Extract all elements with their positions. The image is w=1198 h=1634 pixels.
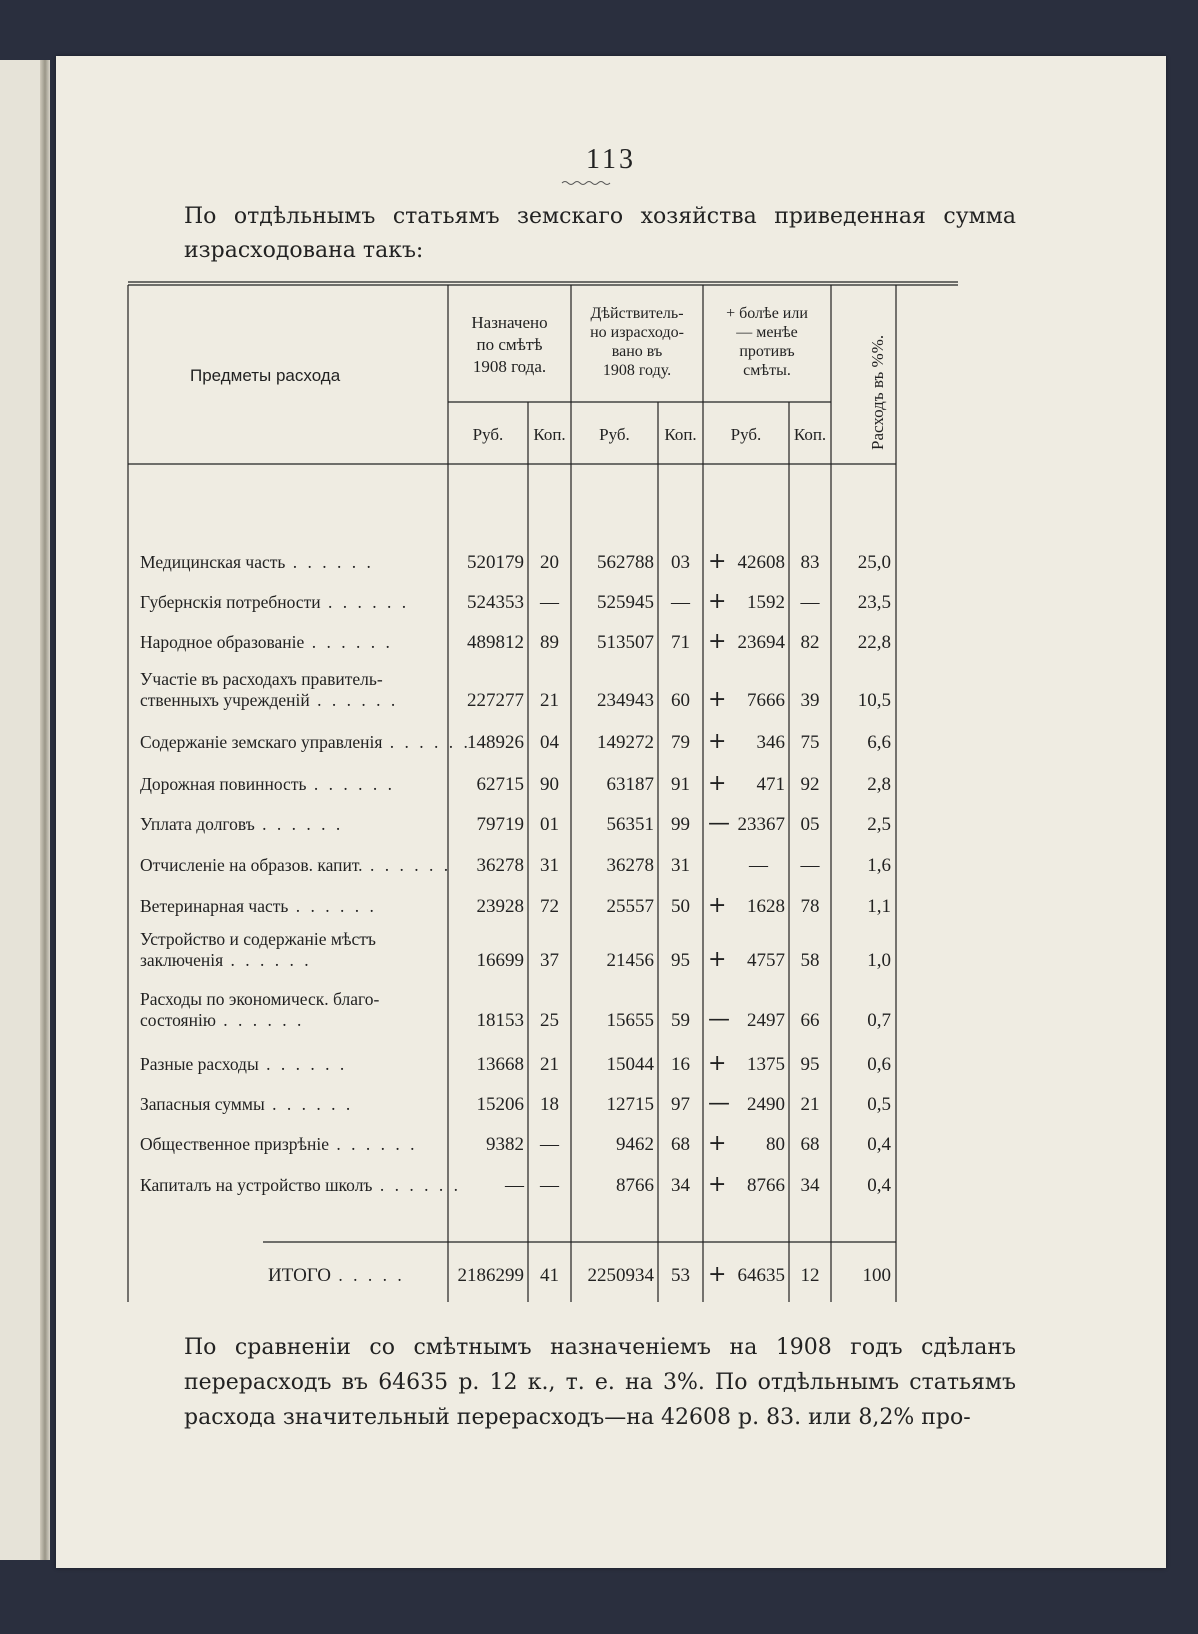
- leader-dots: . . . . . .: [258, 1054, 348, 1074]
- actual-rub: 21456: [606, 950, 654, 971]
- percent-value: 0,5: [867, 1094, 891, 1115]
- assigned-kop: 31: [540, 855, 559, 876]
- row-subject-text: Дорожная повинность: [140, 774, 307, 794]
- diff-rub: 471: [756, 774, 785, 795]
- header-assigned: [448, 312, 571, 378]
- actual-rub: 15044: [606, 1054, 654, 1075]
- assigned-rub: 13668: [476, 1054, 524, 1075]
- leader-dots: . . . . . .: [288, 896, 377, 916]
- minus-sign: —: [708, 1091, 730, 1116]
- assigned-kop: 01: [540, 814, 559, 835]
- row-subject: [140, 774, 450, 795]
- intro-paragraph: По отдѣльнымъ статьямъ земскаго хозяйства приведенная сумма израсходована такъ:: [184, 204, 1016, 263]
- diff-rub: 23694: [737, 632, 785, 653]
- page-number: 113: [586, 144, 636, 175]
- row-subject-text: Уплата долговъ: [140, 814, 255, 834]
- actual-rub: 525945: [597, 592, 654, 613]
- leader-dots: . . . . . .: [362, 855, 452, 875]
- assigned-kop: 20: [540, 552, 559, 573]
- actual-rub: 36278: [606, 855, 654, 876]
- assigned-rub: 18153: [476, 1010, 524, 1031]
- row-subject-text: Общественное призрѣніе: [140, 1134, 330, 1154]
- row-subject: [140, 690, 450, 711]
- row-subject: [140, 1054, 450, 1075]
- actual-kop: 97: [671, 1094, 690, 1115]
- row-subject: [140, 1175, 461, 1196]
- percent-value: 0,7: [867, 1010, 891, 1031]
- row-subject: [140, 1010, 450, 1031]
- book-spine: [40, 60, 50, 1560]
- expense-table: [128, 282, 1018, 1342]
- row-subject-text: заключенія: [140, 950, 224, 970]
- row-subject: [140, 929, 450, 950]
- plus-sign: +: [708, 1051, 727, 1076]
- assigned-rub: 489812: [467, 632, 524, 653]
- plus-sign: +: [708, 771, 727, 796]
- actual-rub: 149272: [597, 732, 654, 753]
- assigned-kop: —: [540, 1134, 559, 1155]
- actual-rub: 9462: [616, 1134, 654, 1155]
- row-subject: [140, 814, 450, 835]
- actual-kop: 95: [671, 950, 690, 971]
- diff-kop: 75: [800, 732, 820, 753]
- header-kop: Коп.: [793, 425, 827, 444]
- assigned-kop: 25: [540, 1010, 559, 1031]
- row-subject-text: состоянію: [140, 1010, 216, 1030]
- assigned-rub: 79719: [476, 814, 524, 835]
- row-subject: [140, 552, 450, 573]
- minus-sign: —: [708, 811, 730, 836]
- assigned-rub: —: [505, 1175, 524, 1196]
- header-diff: [703, 304, 831, 380]
- assigned-kop: —: [540, 1175, 559, 1196]
- leader-dots: . . . . . .: [285, 552, 374, 572]
- percent-value: 1,1: [867, 896, 891, 917]
- diff-kop: 34: [800, 1175, 820, 1196]
- diff-rub: 346: [756, 732, 785, 753]
- header-subject: Предметы расхода: [190, 366, 341, 385]
- diff-kop: 05: [800, 814, 820, 835]
- actual-kop: 68: [671, 1134, 690, 1155]
- plus-sign: +: [708, 1172, 727, 1197]
- leader-dots: . . . . . .: [304, 632, 393, 652]
- row-subject: [140, 896, 450, 917]
- header-assigned-line: по смѣтѣ: [476, 335, 543, 354]
- row-subject-text: Содержаніе земскаго управленія: [140, 732, 383, 752]
- leader-dots: . . . . . .: [309, 690, 399, 710]
- minus-sign: —: [708, 1007, 730, 1032]
- assigned-kop: 90: [540, 774, 559, 795]
- assigned-rub: 524353: [467, 592, 524, 613]
- row-subject-text: Медицинская часть: [140, 552, 286, 572]
- actual-kop: 91: [671, 774, 690, 795]
- plus-sign: +: [708, 893, 727, 918]
- row-subject: [140, 989, 450, 1010]
- total-assigned-kop: 41: [540, 1265, 559, 1286]
- total-label: ИТОГО: [268, 1265, 332, 1286]
- total-percent: 100: [862, 1265, 891, 1286]
- assigned-kop: 37: [540, 950, 559, 971]
- diff-rub: 4757: [747, 950, 785, 971]
- diff-kop: 92: [800, 774, 820, 795]
- header-actual-line: но израсходо-: [590, 324, 684, 341]
- row-subject-text: Участіе въ расходахъ правитель-: [140, 669, 383, 689]
- percent-value: 2,5: [867, 814, 891, 835]
- row-subject: [140, 732, 471, 753]
- ornament-icon: [562, 180, 612, 186]
- row-subject-text: Запасныя суммы: [140, 1094, 265, 1114]
- row-subject-text: Расходы по экономическ. благо-: [140, 989, 380, 1009]
- diff-kop: 82: [800, 632, 820, 653]
- row-subject-text: Капиталъ на устройство школъ: [140, 1175, 373, 1195]
- leader-dots: . . . . . .: [215, 1010, 305, 1030]
- plus-sign: +: [708, 687, 727, 712]
- actual-rub: 234943: [597, 690, 654, 711]
- header-actual: [571, 304, 703, 380]
- diff-rub: 2497: [747, 1010, 785, 1031]
- diff-kop: 58: [800, 950, 820, 971]
- leader-dots: . . . . . .: [320, 592, 410, 612]
- percent-value: 25,0: [857, 552, 891, 573]
- row-subject: [140, 632, 450, 653]
- actual-rub: 513507: [597, 632, 654, 653]
- plus-sign: +: [708, 729, 727, 754]
- total-actual-kop: 53: [671, 1265, 690, 1286]
- actual-kop: 79: [671, 732, 690, 753]
- percent-value: 0,4: [867, 1175, 891, 1196]
- percent-value: 0,6: [867, 1054, 891, 1075]
- diff-rub: 1628: [747, 896, 785, 917]
- actual-rub: 15655: [606, 1010, 654, 1031]
- assigned-kop: 89: [540, 632, 559, 653]
- row-subject-text: Народное образованіе: [140, 632, 305, 652]
- header-rub: Руб.: [730, 425, 762, 444]
- actual-kop: 60: [671, 690, 690, 711]
- diff-rub: 80: [766, 1134, 785, 1155]
- percent-value: 0,4: [867, 1134, 891, 1155]
- plus-sign: +: [708, 629, 727, 654]
- plus-sign: +: [708, 947, 727, 972]
- percent-value: 6,6: [867, 732, 891, 753]
- total-diff-kop: 12: [800, 1265, 820, 1286]
- diff-rub: 1592: [747, 592, 785, 613]
- leader-dots: . . . . . .: [223, 950, 312, 970]
- actual-rub: 56351: [606, 814, 654, 835]
- assigned-rub: 16699: [476, 950, 524, 971]
- actual-rub: 63187: [606, 774, 654, 795]
- diff-kop: —: [800, 592, 820, 613]
- outro-paragraph: По сравненіи со смѣтнымъ назначеніемъ на 1908 годъ сдѣланъ перерасходъ въ 64635 р. 12 к., т. е. на 3%. По отдѣльнымъ статьямъ расхода значительный перерасходъ—на 42608 р. 83. или 8,2% про-: [184, 1335, 1016, 1430]
- row-subject: [140, 855, 450, 876]
- diff-rub: 23367: [737, 814, 785, 835]
- actual-kop: 71: [671, 632, 690, 653]
- assigned-rub: 62715: [476, 774, 524, 795]
- header-assigned-line: Назначено: [471, 313, 548, 332]
- actual-kop: 31: [671, 855, 690, 876]
- plus-sign: +: [708, 1131, 727, 1156]
- actual-rub: 8766: [616, 1175, 654, 1196]
- assigned-kop: 72: [540, 896, 559, 917]
- diff-rub: 42608: [737, 552, 785, 573]
- header-diff-line: — менѣе: [736, 324, 798, 341]
- percent-value: 1,6: [867, 855, 891, 876]
- percent-value: 22,8: [857, 632, 891, 653]
- diff-rub: 1375: [747, 1054, 785, 1075]
- header-kop: Коп.: [533, 425, 566, 444]
- leader-dots: . . . . . .: [306, 774, 395, 794]
- leader-dots: . . . . .: [331, 1265, 405, 1285]
- actual-kop: 59: [671, 1010, 690, 1031]
- header-percent: Расходъ въ %%.: [868, 334, 887, 450]
- header-rub: Руб.: [599, 425, 630, 444]
- leader-dots: . . . . . .: [254, 814, 344, 834]
- row-subject-text: Ветеринарная часть: [140, 896, 289, 916]
- diff-kop: 83: [800, 552, 820, 573]
- actual-kop: 34: [671, 1175, 690, 1196]
- header-actual-line: вано въ: [611, 343, 663, 360]
- row-subject-text: Отчисленіе на образов. капит.: [140, 855, 363, 875]
- actual-rub: 562788: [597, 552, 654, 573]
- header-actual-line: Дѣйствитель-: [590, 305, 684, 322]
- diff-kop: 95: [800, 1054, 820, 1075]
- header-assigned-line: 1908 года.: [472, 357, 547, 376]
- leader-dots: . . . . . .: [329, 1134, 418, 1154]
- header-diff-line: + болѣе или: [726, 305, 808, 322]
- row-subject-text: Губернскія потребности: [140, 592, 321, 612]
- percent-value: 23,5: [857, 592, 891, 613]
- document-page: [56, 56, 1166, 1568]
- diff-rub: 8766: [747, 1175, 785, 1196]
- diff-rub: 2490: [747, 1094, 785, 1115]
- percent-value: 1,0: [867, 950, 891, 971]
- assigned-kop: —: [540, 592, 559, 613]
- diff-kop: 78: [800, 896, 820, 917]
- header-kop: Коп.: [664, 425, 697, 444]
- row-subject: [140, 669, 450, 690]
- percent-value: 2,8: [867, 774, 891, 795]
- plus-sign: +: [708, 549, 727, 574]
- diff-kop: 39: [800, 690, 820, 711]
- row-subject: [140, 592, 450, 613]
- plus-sign: +: [708, 589, 727, 614]
- actual-kop: 16: [671, 1054, 690, 1075]
- actual-kop: —: [671, 592, 690, 613]
- assigned-rub: 520179: [467, 552, 524, 573]
- header-rub: Руб.: [472, 425, 504, 444]
- total-diff-rub: 64635: [737, 1265, 785, 1286]
- assigned-kop: 21: [540, 1054, 559, 1075]
- header-actual-line: 1908 году.: [602, 362, 672, 379]
- percent-value: 10,5: [857, 690, 891, 711]
- total-label-row: [268, 1265, 448, 1286]
- assigned-rub: 9382: [486, 1134, 524, 1155]
- row-subject: [140, 950, 450, 971]
- actual-rub: 12715: [606, 1094, 654, 1115]
- total-actual-rub: 2250934: [587, 1265, 654, 1286]
- row-subject: [140, 1094, 450, 1115]
- actual-kop: 03: [671, 552, 690, 573]
- leader-dots: . . . . . .: [264, 1094, 354, 1114]
- plus-sign: +: [708, 1262, 727, 1287]
- diff-kop: —: [800, 855, 820, 876]
- diff-rub: —: [749, 855, 768, 876]
- leader-dots: . . . . . .: [372, 1175, 461, 1195]
- diff-kop: 21: [800, 1094, 820, 1115]
- assigned-kop: 21: [540, 690, 559, 711]
- total-assigned-rub: 2186299: [457, 1265, 524, 1286]
- diff-kop: 68: [800, 1134, 820, 1155]
- assigned-kop: 04: [540, 732, 559, 753]
- leader-dots: . . . . . .: [382, 732, 471, 752]
- header-diff-line: противъ: [739, 343, 795, 360]
- actual-rub: 25557: [606, 896, 654, 917]
- row-subject: [140, 1134, 450, 1155]
- assigned-kop: 18: [540, 1094, 559, 1115]
- actual-kop: 99: [671, 814, 690, 835]
- assigned-rub: 148926: [467, 732, 524, 753]
- actual-kop: 50: [671, 896, 690, 917]
- assigned-rub: 227277: [467, 690, 524, 711]
- diff-rub: 7666: [747, 690, 785, 711]
- assigned-rub: 36278: [476, 855, 524, 876]
- assigned-rub: 23928: [476, 896, 524, 917]
- row-subject-text: Разные расходы: [140, 1054, 259, 1074]
- assigned-rub: 15206: [476, 1094, 524, 1115]
- diff-kop: 66: [800, 1010, 820, 1031]
- header-diff-line: смѣты.: [743, 362, 791, 379]
- row-subject-text: Устройство и содержаніе мѣстъ: [140, 929, 376, 949]
- row-subject-text: ственныхъ учрежденій: [140, 690, 310, 710]
